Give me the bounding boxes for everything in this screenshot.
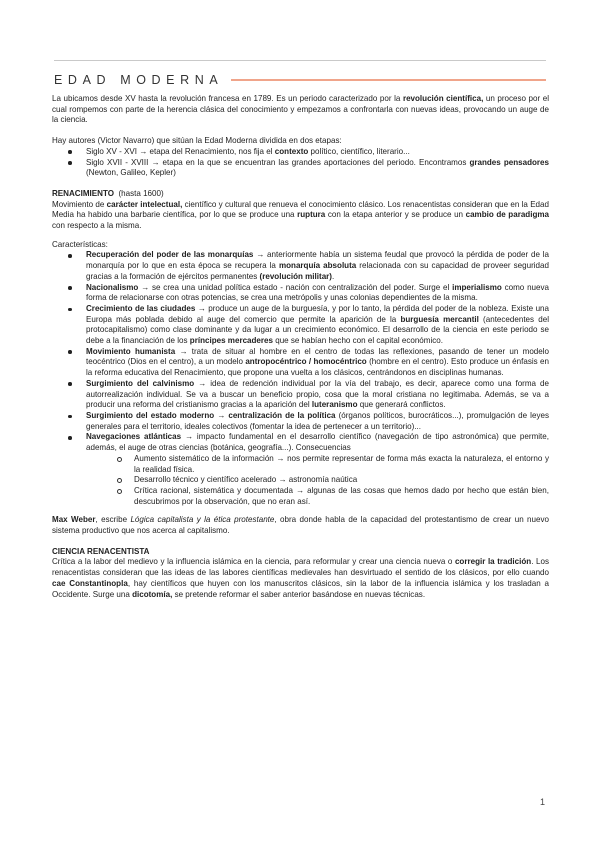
text-run: Hay autores (Victor Navarro) que sitúan la Edad Moderna dividida en dos etapas: <box>52 136 342 146</box>
text-run: (antecedentes del protocapitalismo) como clase dominante y da lugar a un crecimiento económico. El desarrollo de la ciencia en este periodo se debe a la financiación de los <box>86 314 549 346</box>
feature-lead: Crecimiento de las ciudades <box>86 303 196 313</box>
renacimiento-description <box>52 200 549 232</box>
feature-lead: Nacionalismo <box>86 282 139 292</box>
text-run: → anteriormente había un sistema feudal que provocó la pérdida de poder de la monarquía por lo que en esta época se recupera la <box>86 250 549 271</box>
feature-item <box>86 250 549 282</box>
bold-text: (revolución militar) <box>259 271 332 281</box>
text-run: que generará conflictos. <box>357 400 446 410</box>
bold-text: grandes pensadores <box>469 157 549 167</box>
content <box>52 94 549 600</box>
text-run: Movimiento de <box>52 199 107 209</box>
text-run: que se habían hecho con el capital económico. <box>273 336 443 346</box>
features-label: Características: <box>52 239 108 249</box>
sub-list-item: Crítica racional, sistemática y documentada → algunas de las cosas que hemos dado por hecho que están bien, descubrimos por la observación, que no eran así. <box>134 485 549 506</box>
italic-text: Lógica capitalista y la ética protestante <box>130 515 275 525</box>
feature-item <box>86 347 549 379</box>
text-run: con la etapa anterior y se produce un <box>325 210 466 220</box>
bold-text: luteranismo <box>311 400 358 410</box>
bold-text: corregir la tradición <box>454 557 532 567</box>
bold-text: burguesía mercantil <box>400 314 479 324</box>
bold-text: cae Constantinopla <box>52 578 128 588</box>
sub-list-item: Aumento sistemático de la información → nos permite representar de forma más exacta la naturaleza, el entorno y la realidad física. <box>134 453 549 474</box>
text-run: , escribe <box>95 515 131 525</box>
text-run: , obra donde habla de la capacidad del protestantismo de crear un nuevo sistema productivo que nos acerca al capitalismo. <box>52 515 549 536</box>
text-run: . <box>331 271 335 281</box>
ciencia-heading: CIENCIA RENACENTISTA <box>52 546 150 556</box>
text-run: → produce un auge de la burguesía, y por lo tanto, la pérdida del poder de la nobleza. Existe una Europa más poblada debido al auge del comercio que permite la aparición de la <box>86 303 549 324</box>
text-run: , hay científicos que huyen con los manuscritos clásicos, sin la labor de la influencia islámica y los trasladan a Occidente. Surge una <box>52 578 549 599</box>
feature-lead: Movimiento humanista <box>86 346 176 356</box>
bold-text: dicotomía, <box>132 589 173 599</box>
feature-lead: Surgimiento del estado moderno <box>86 410 215 420</box>
feature-item <box>86 411 549 432</box>
title-accent-bar <box>231 79 546 81</box>
text-run: se pretende reformar el saber anterior basándose en nuevas técnicas. <box>172 589 426 599</box>
bold-text: ruptura <box>297 210 326 220</box>
bold-text: imperialismo <box>452 282 502 292</box>
consequences-list <box>86 454 549 508</box>
text-run: un proceso por el cual rompemos con parte de la herencia clásica del conocimiento y empezamos a confrontarla con nuevas ideas, provocando un auge de la ciencia. <box>52 94 550 125</box>
text-run: . Los renacentistas consideran que las ideas de las labores científicas medievales han desvirtuado el sentido de los clásicos, por ello cuando <box>52 557 550 578</box>
bold-text: cambio de paradigma <box>465 210 550 220</box>
text-run: relacionada con su capacidad de proveer seguridad gracias a la formación de ejércitos permanentes <box>86 261 549 281</box>
features-list <box>52 250 549 507</box>
intro-paragraph <box>52 94 549 126</box>
feature-lead: Surgimiento del calvinismo <box>86 378 195 388</box>
text-run: → <box>214 410 229 420</box>
top-rule <box>54 60 546 61</box>
text-run: Crítica a la labor del medievo y la influencia islámica en la ciencia, para reformular y crear una ciencia nueva o <box>52 557 455 567</box>
stages-list <box>52 147 549 179</box>
feature-item <box>86 304 549 347</box>
weber-paragraph <box>52 515 549 536</box>
renacimiento-heading-text: RENACIMIENTO <box>52 188 114 198</box>
text-run: → trata de situar al hombre en el centro de todas las reflexiones, pasando de tener un modelo teocéntrico (Dios en el centro), a un modelo <box>86 346 550 367</box>
text-run: (Newton, Galileo, Kepler) <box>86 168 176 178</box>
bold-text: carácter intelectual, <box>106 199 183 209</box>
renacimiento-heading <box>52 189 549 200</box>
ciencia-paragraph <box>52 557 549 600</box>
renacimiento-heading-note: (hasta 1600) <box>118 188 164 198</box>
bold-text: príncipes mercaderes <box>189 336 273 346</box>
text-run: La ubicamos desde XV hasta la revolución francesa en 1789. Es un periodo caracterizado por la <box>52 94 403 103</box>
text-run: (hombre en el centro). Esto produce un énfasis en la reforma educativa del Renacimiento, que propone una vuelta a los clásicos, centrándonos en disciplinas humanas. <box>86 357 549 378</box>
page-title: EDAD MODERNA <box>54 73 224 87</box>
bold-text: antropocéntrico / homocéntrico <box>245 357 367 367</box>
feature-item <box>86 432 549 507</box>
sub-list-item: Desarrollo técnico y científico acelerado → astronomía naútica <box>134 475 549 486</box>
feature-lead: Navegaciones atlánticas <box>86 432 182 442</box>
text-run: (órganos políticos, burocráticos...), promulgación de leyes generales para el territorio, ideales colectivos (fomentar la idea de pertenecer a un territorio)... <box>86 410 549 431</box>
text-run: → se crea una unidad política estado - nación con centralización del poder. Surge el <box>138 282 453 292</box>
bold-text: revolución científica, <box>402 94 484 103</box>
bold-text: monarquía absoluta <box>278 261 357 271</box>
text-run: Siglo XVII - XVIII → etapa en la que se encuentran las grandes aportaciones del periodo. Encontramos <box>86 157 470 167</box>
feature-lead: Recuperación del poder de las monarquías <box>86 250 254 260</box>
text-run: → idea de redención individual por la vía del trabajo, es decir, aparece como una forma de autorrealización individual. Se va a buscar un beneficio propio, cosa que la moral cristiana no legitimaba. Además, se va a producir una reforma del cristianismo gracias a la aparición del <box>86 378 549 410</box>
list-item <box>86 158 549 179</box>
feature-item <box>86 283 549 304</box>
text-run: con respecto a la misma. <box>52 221 142 231</box>
text-run: → impacto fundamental en el desarrollo científico (navegación de tipo astronómica) que permite, además, el auge de otras ciencias (botánica, geografía...). Consecuencias <box>86 432 550 453</box>
bold-text: Max Weber <box>52 515 96 525</box>
text-run: Siglo XV - XVI → etapa del Renacimiento, nos fija el <box>86 146 275 156</box>
text-run: político, científico, literario... <box>308 146 410 156</box>
bold-text: contexto <box>274 146 309 156</box>
authors-paragraph <box>52 136 549 147</box>
title-row <box>54 72 546 88</box>
text-run: científico y cultural que renueva el conocimiento clásico. Los renacentistas consideran que en la Edad Media ha habido una barbarie científica, por lo que se produce una <box>52 199 549 220</box>
bold-text: centralización de la política <box>228 410 336 420</box>
feature-item <box>86 379 549 411</box>
text-run: como nueva forma de relacionarse con otras potencias, se crea una metrópolis y unas colonias dependientes de la misma. <box>86 282 549 303</box>
list-item <box>86 147 549 158</box>
page-number: 1 <box>540 797 546 807</box>
